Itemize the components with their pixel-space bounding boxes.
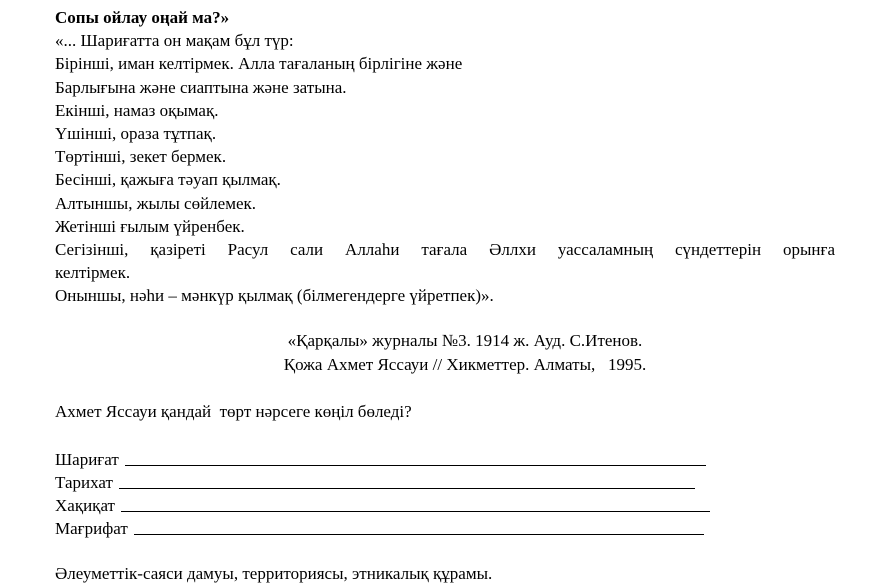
answer-field-tarikhat[interactable]: [119, 473, 695, 489]
quote-line: Төртінші, зекет бермек.: [55, 147, 227, 167]
quote-line: Жетінші ғылым үйренбек.: [55, 216, 245, 236]
citation-line-2: Қожа Ахмет Яссауи // Хикметтер. Алматы, 1995.: [283, 354, 647, 374]
quote-line: Барлығына және сиаптына және затына.: [55, 77, 347, 97]
blank-row-magrifat: [55, 516, 835, 539]
blank-row-tarikhat: [55, 470, 835, 493]
quote-line-ninth: Оныншы, нәһи – мәнкүр қылмақ (білмегендерге үйретпек)».: [55, 286, 494, 306]
quote-line-eighth: Сегізінші, қазіреті Расул сали Аллаһи тағала Әллхи уассаламның сүндеттерін орынға: [55, 240, 835, 260]
question: Ахмет Яссауи қандай төрт нәрсеге көңіл бөледі?: [55, 401, 412, 421]
answer-field-magrifat[interactable]: [134, 519, 704, 535]
quote-line: Алтыншы, жылы сөйлемек.: [55, 193, 257, 213]
quote-line: Бесінші, қажыға тәуап қылмақ.: [55, 170, 281, 190]
quote-line: Екінші, намаз оқымақ.: [55, 100, 219, 120]
blank-label-magrifat: Мағрифат: [55, 519, 128, 539]
document-page: [55, 6, 835, 585]
quote-line: Үшінші, ораза тұтпақ.: [55, 124, 217, 144]
document-title: Сопы ойлау оңай ма?»: [55, 8, 230, 27]
blank-row-hakikat: [55, 493, 835, 516]
blank-label-shariat: Шариғат: [55, 449, 119, 469]
citation: [55, 329, 835, 377]
citation-line-1: «Қарқалы» журналы №3. 1914 ж. Ауд. С.Итенов.: [287, 330, 643, 350]
section-heading: Әлеуметтік-саяси дамуы, территориясы, этникалық құрамы.: [55, 564, 493, 584]
quote-line-eighth-cont: келтірмек.: [55, 263, 131, 283]
quote-line: Бірінші, иман келтірмек. Алла тағаланың бірлігіне және: [55, 54, 463, 74]
answer-blanks: [55, 447, 835, 540]
blank-label-tarikhat: Тарихат: [55, 473, 113, 493]
blank-row-shariat: [55, 447, 835, 470]
answer-field-shariat[interactable]: [125, 450, 706, 466]
quote-intro: «... Шариғатта он мақам бұл түр:: [55, 31, 294, 51]
answer-field-hakikat[interactable]: [121, 496, 710, 512]
blank-label-hakikat: Хақиқат: [55, 496, 115, 516]
